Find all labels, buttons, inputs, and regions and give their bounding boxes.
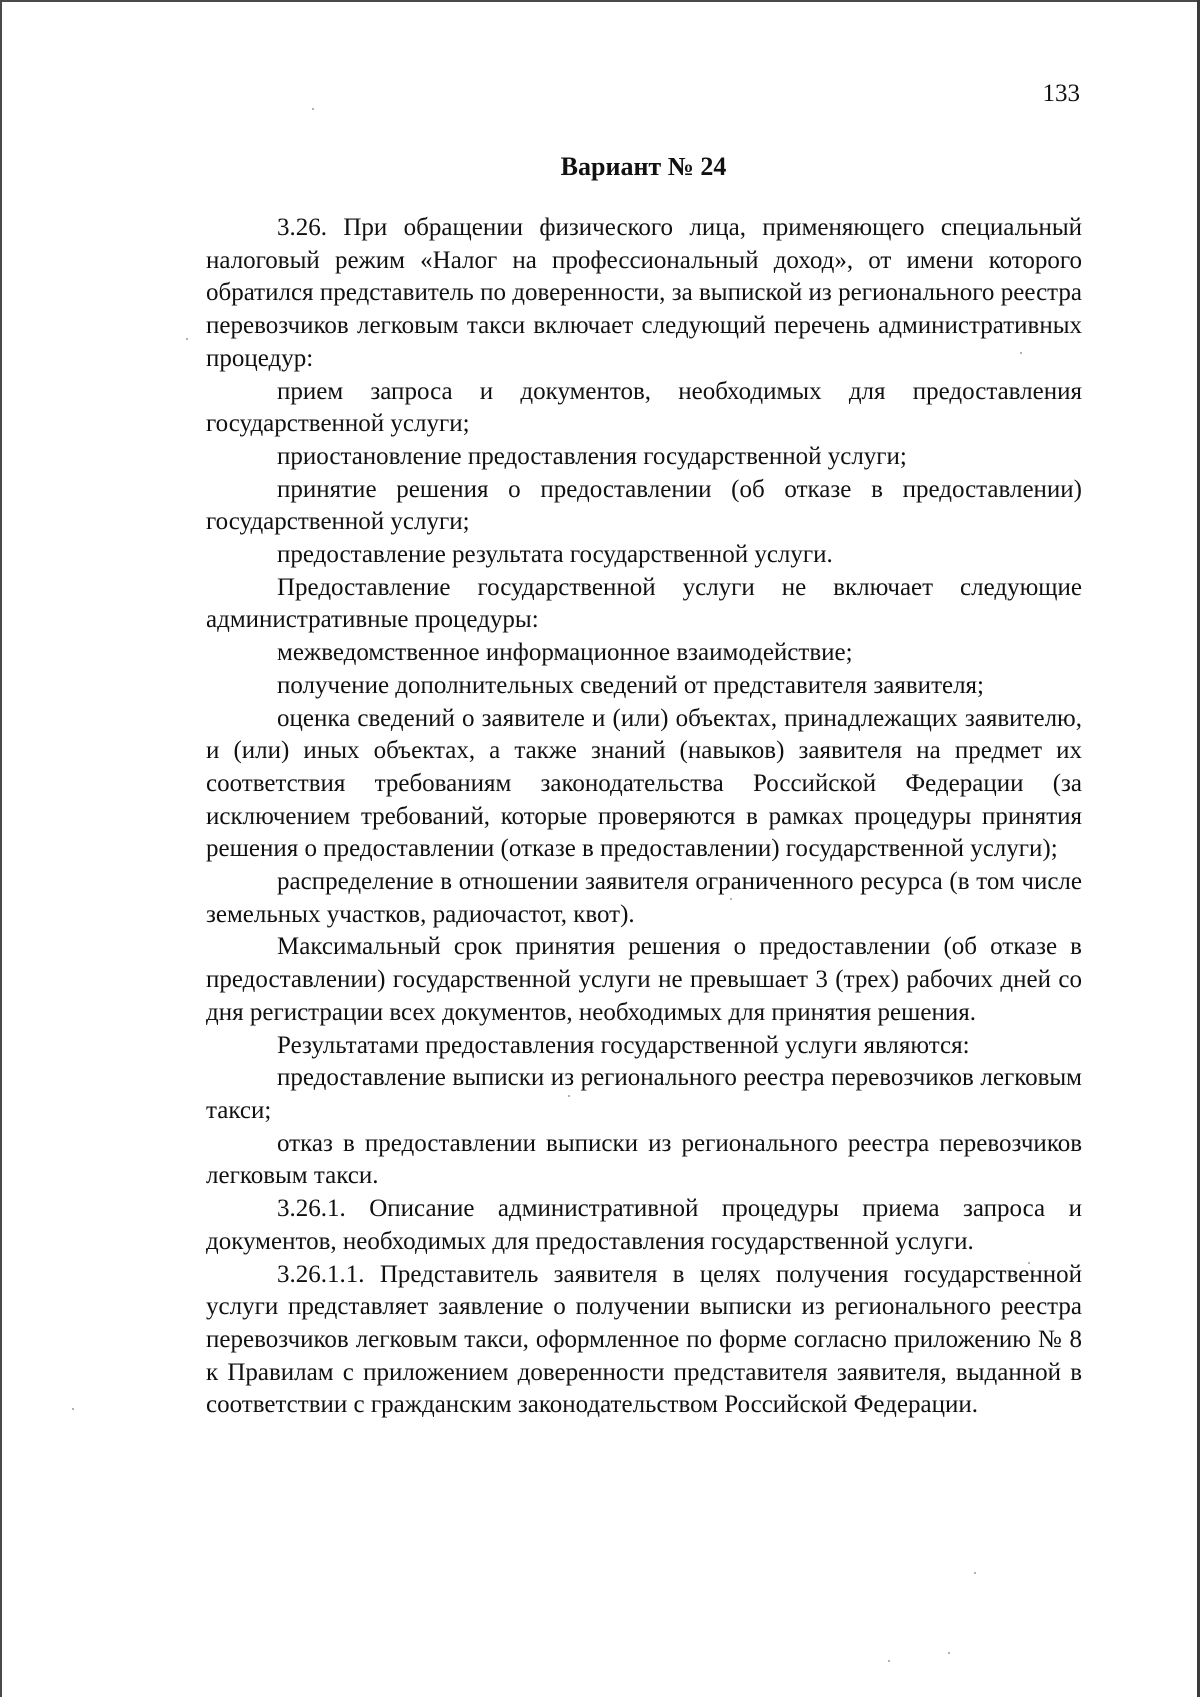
paragraph: получение дополнительных сведений от представителя заявителя;	[277, 671, 985, 699]
page-number: 133	[1042, 80, 1080, 107]
paragraph: 3.26. При обращении физического лица, применяющего специальный налоговый режим «Налог на профессиональный доход», от имени которого обратился представитель по доверенности, за выпиской из регионального реестра перевозчиков легковым такси включает следующий перечень административных процедур:	[206, 214, 1082, 372]
scan-speck	[888, 1660, 890, 1662]
scan-speck	[948, 1652, 950, 1654]
paragraph: межведомственное информационное взаимодействие;	[277, 639, 853, 667]
paragraph: Максимальный срок принятия решения о предоставлении (об отказе в предоставлении) государственной услуги не превышает 3 (трех) рабочих дней со дня регистрации всех документов, необходимых для принятия решения.	[206, 933, 1082, 1026]
paragraph: распределение в отношении заявителя ограниченного ресурса (в том числе земельных участков, радиочастот, квот).	[206, 868, 1082, 928]
paragraph: предоставление выписки из регионального реестра перевозчиков легковым такси;	[206, 1064, 1082, 1124]
scan-top-edge	[0, 0, 1200, 2]
document-body	[206, 212, 1082, 1422]
document-title: Вариант № 24	[560, 152, 727, 181]
paragraph: оценка сведений о заявителе и (или) объектах, принадлежащих заявителю, и (или) иных объектах, а также знаний (навыков) заявителя на предмет их соответствия требованиям законодательства Российской Федерации (за исключением требований, которые проверяются в рамках процедуры принятия решения о предоставлении (отказе в предоставлении) государственной услуги);	[206, 704, 1082, 863]
paragraph: прием запроса и документов, необходимых для предоставления государственной услуги;	[206, 377, 1082, 438]
paragraph: предоставление результата государственной услуги.	[277, 541, 833, 569]
paragraph: 3.26.1. Описание административной процедуры приема запроса и документов, необходимых для предоставления государственной услуги.	[206, 1195, 1082, 1255]
scan-speck	[72, 1408, 74, 1410]
paragraph: Предоставление государственной услуги не включает следующие административные процедуры:	[206, 573, 1082, 634]
paragraph: принятие решения о предоставлении (об отказе в предоставлении) государственной услуги;	[206, 475, 1082, 536]
paragraph: отказ в предоставлении выписки из регионального реестра перевозчиков легковым такси.	[206, 1129, 1082, 1190]
paragraph: Результатами предоставления государственной услуги являются:	[277, 1031, 970, 1059]
scan-left-edge	[0, 0, 2, 1697]
scan-speck	[186, 338, 188, 340]
scan-speck	[974, 1572, 976, 1574]
paragraph: 3.26.1.1. Представитель заявителя в целях получения государственной услуги представляет заявление о получении выписки из регионального реестра перевозчиков легковым такси, оформленное по форме согласно приложению № 8 к Правилам с приложением доверенности представителя заявителя, выданной в соответствии с гражданским законодательством Российской Федерации.	[206, 1260, 1082, 1419]
scan-speck	[312, 108, 314, 110]
paragraph: приостановление предоставления государственной услуги;	[277, 442, 907, 470]
